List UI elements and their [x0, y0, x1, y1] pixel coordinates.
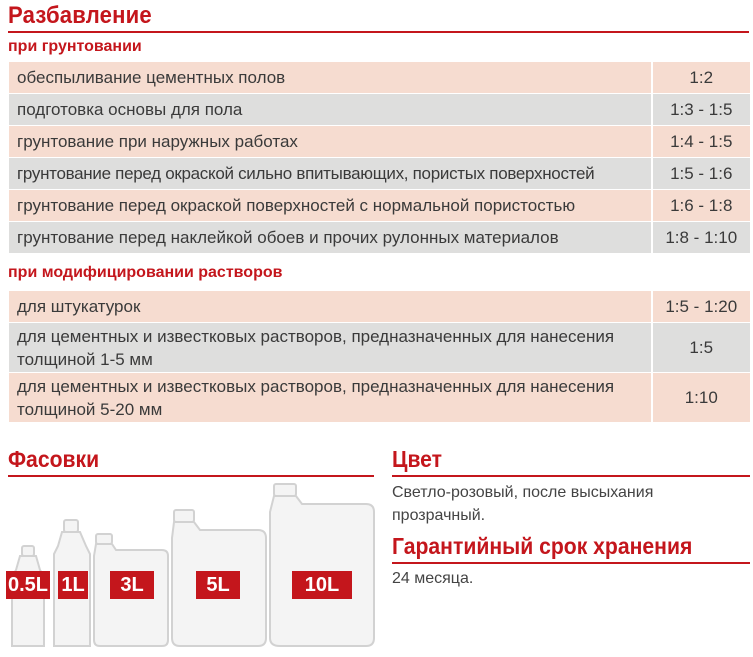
size-badge: 5L — [196, 571, 240, 599]
row-label: грунтование при наружных работах — [9, 126, 652, 158]
row-label: для цементных и известковых растворов, предназначенных для нанесения толщиной 1-5 мм — [9, 323, 652, 373]
table-row — [9, 291, 751, 323]
row-label: подготовка основы для пола — [9, 94, 652, 126]
row-ratio: 1:5 - 1:20 — [652, 291, 751, 323]
modifying-table — [8, 290, 751, 423]
size-badge: 3L — [110, 571, 154, 599]
priming-table — [8, 61, 751, 254]
color-text: Светло-розовый, после высыхания прозрачный. — [392, 484, 654, 524]
color-rule — [392, 475, 750, 477]
packaging-illustration — [0, 478, 380, 652]
priming-subtitle: при грунтовании — [8, 38, 142, 55]
size-badge: 1L — [58, 571, 88, 599]
shelf-life-rule — [392, 562, 750, 564]
size-badge: 0.5L — [6, 571, 50, 599]
row-label: грунтование перед окраской поверхностей с нормальной пористостью — [9, 190, 652, 222]
table-row — [9, 323, 751, 373]
containers-icon — [0, 478, 380, 652]
row-ratio: 1:10 — [652, 373, 751, 423]
shelf-life-title: Гарантийный срок хранения — [392, 533, 693, 559]
table-row — [9, 373, 751, 423]
packaging-rule — [8, 475, 374, 477]
row-ratio: 1:3 - 1:5 — [652, 94, 751, 126]
row-label: обеспыливание цементных полов — [9, 62, 652, 94]
row-ratio: 1:2 — [652, 62, 751, 94]
dilution-title: Разбавление — [8, 2, 152, 29]
row-ratio: 1:6 - 1:8 — [652, 190, 751, 222]
table-row — [9, 158, 751, 190]
table-row — [9, 222, 751, 254]
table-row — [9, 94, 751, 126]
size-badge: 10L — [292, 571, 352, 599]
row-ratio: 1:5 - 1:6 — [652, 158, 751, 190]
row-ratio: 1:4 - 1:5 — [652, 126, 751, 158]
shelf-life-text: 24 месяца. — [392, 570, 474, 587]
table-row — [9, 126, 751, 158]
table-row — [9, 190, 751, 222]
packaging-title: Фасовки — [8, 446, 100, 472]
table-row — [9, 62, 751, 94]
row-label: для штукатурок — [9, 291, 652, 323]
modifying-subtitle: при модифицировании растворов — [8, 264, 283, 281]
row-label: грунтование перед наклейкой обоев и прочих рулонных материалов — [9, 222, 652, 254]
row-ratio: 1:5 — [652, 323, 751, 373]
row-label: грунтование перед окраской сильно впитывающих, пористых поверхностей — [9, 158, 652, 190]
color-title: Цвет — [392, 446, 443, 472]
row-label: для цементных и известковых растворов, предназначенных для нанесения толщиной 5-20 мм — [9, 373, 652, 423]
title-rule — [8, 31, 749, 33]
row-ratio: 1:8 - 1:10 — [652, 222, 751, 254]
